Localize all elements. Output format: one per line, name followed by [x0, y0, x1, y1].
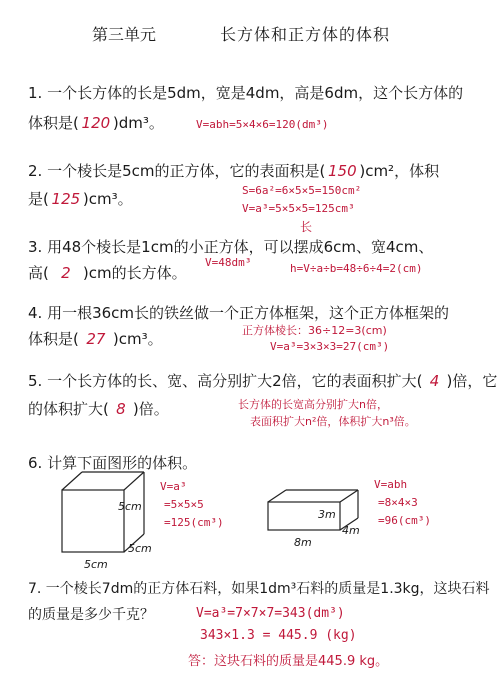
question-2-work-2: V=a³=5×5×5=125cm³	[242, 202, 355, 215]
cube-height-label: 5cm	[118, 500, 142, 513]
question-5-note-1: 长方体的长宽高分别扩大n倍，	[238, 398, 388, 411]
question-1-line-1: 1. 一个长方体的长是5dm，宽是4dm，高是6dm，这个长方体的	[28, 84, 464, 102]
unit-heading: 第三单元	[92, 25, 157, 44]
cube-work-3: =125(cm³)	[164, 516, 224, 529]
question-5-answer-1: 4	[429, 372, 440, 390]
cube-width-label: 5cm	[84, 558, 108, 571]
question-3-answer: 2	[61, 264, 71, 282]
page-title: 长方体和正方体的体积	[220, 25, 391, 44]
question-2-line-2-prefix: 是(	[28, 190, 49, 208]
question-3-unit: )cm的长方体。	[82, 264, 187, 282]
question-4-work-1: 正方体棱长：36÷12=3(cm)	[242, 324, 387, 337]
question-5-line-2-prefix: 的体积扩大(	[28, 400, 109, 418]
cube-work-2: =5×5×5	[164, 498, 204, 511]
box-width-label: 8m	[294, 536, 312, 549]
question-4-work-2: V=a³=3×3×3=27(cm³)	[270, 340, 390, 353]
box-work-2: =8×4×3	[378, 496, 418, 509]
question-5-prefix: 5. 一个长方体的长、宽、高分别扩大2倍，它的表面积扩大(	[28, 372, 423, 390]
question-4-answer: 27	[86, 330, 106, 348]
question-3-prefix: 高(	[28, 264, 49, 282]
question-7-work-2: 343×1.3 = 445.9 (kg)	[200, 628, 357, 643]
box-depth-label: 4m	[342, 524, 360, 537]
cube-work-1: V=a³	[160, 480, 187, 493]
question-7-line-2: 的质量是多少千克？	[28, 607, 154, 623]
question-7-answer: 答：这块石料的质量是445.9 kg。	[188, 654, 389, 669]
question-3-work-2: h=V÷a÷b=48÷6÷4=2(cm)	[290, 262, 423, 275]
question-4-line-1: 4. 用一根36cm长的铁丝做一个正方体框架，这个正方体框架的	[28, 304, 450, 322]
question-2-unit: )cm³。	[82, 190, 133, 208]
cube-depth-label: 5cm	[128, 542, 152, 555]
question-1-unit: )dm³。	[112, 114, 164, 132]
question-5-note-2: 表面积扩大n²倍，体积扩大n³倍。	[250, 415, 416, 428]
question-2-prefix: 2. 一个棱长是5cm的正方体，它的表面积是(	[28, 162, 326, 180]
question-3-note: 长	[300, 220, 313, 234]
question-3-line-1: 3. 用48个棱长是1cm的小正方体，可以摆成6cm、宽4cm、	[28, 238, 434, 256]
question-1-work: V=abh=5×4×6=120(dm³)	[196, 118, 329, 131]
question-5-answer-2: 8	[116, 400, 126, 418]
box-work-3: =96(cm³)	[378, 514, 431, 527]
question-2-work-1: S=6a²=6×5×5=150cm²	[242, 184, 362, 197]
question-7-work-1: V=a³=7×7×7=343(dm³)	[196, 606, 345, 621]
question-1-answer: 120	[81, 114, 111, 132]
question-4-unit: )cm³。	[112, 330, 163, 348]
question-5-unit: )倍。	[132, 400, 169, 418]
question-5-end: )倍，它	[446, 372, 498, 390]
question-7-line-1: 7. 一个棱长7dm的正方体石料，如果1dm³石料的质量是1.3kg，这块石料	[28, 581, 490, 597]
question-2-answer-1: 150	[328, 162, 357, 180]
question-1-prefix: 体积是(	[28, 114, 79, 132]
question-4-prefix: 体积是(	[28, 330, 79, 348]
box-height-label: 3m	[318, 508, 336, 521]
question-3-work-1: V=48dm³	[205, 256, 252, 269]
box-work-1: V=abh	[374, 478, 408, 491]
question-2-answer-2: 125	[51, 190, 81, 208]
question-2-mid: )cm²，体积	[359, 162, 440, 180]
question-6-line-1: 6. 计算下面图形的体积。	[28, 454, 198, 472]
